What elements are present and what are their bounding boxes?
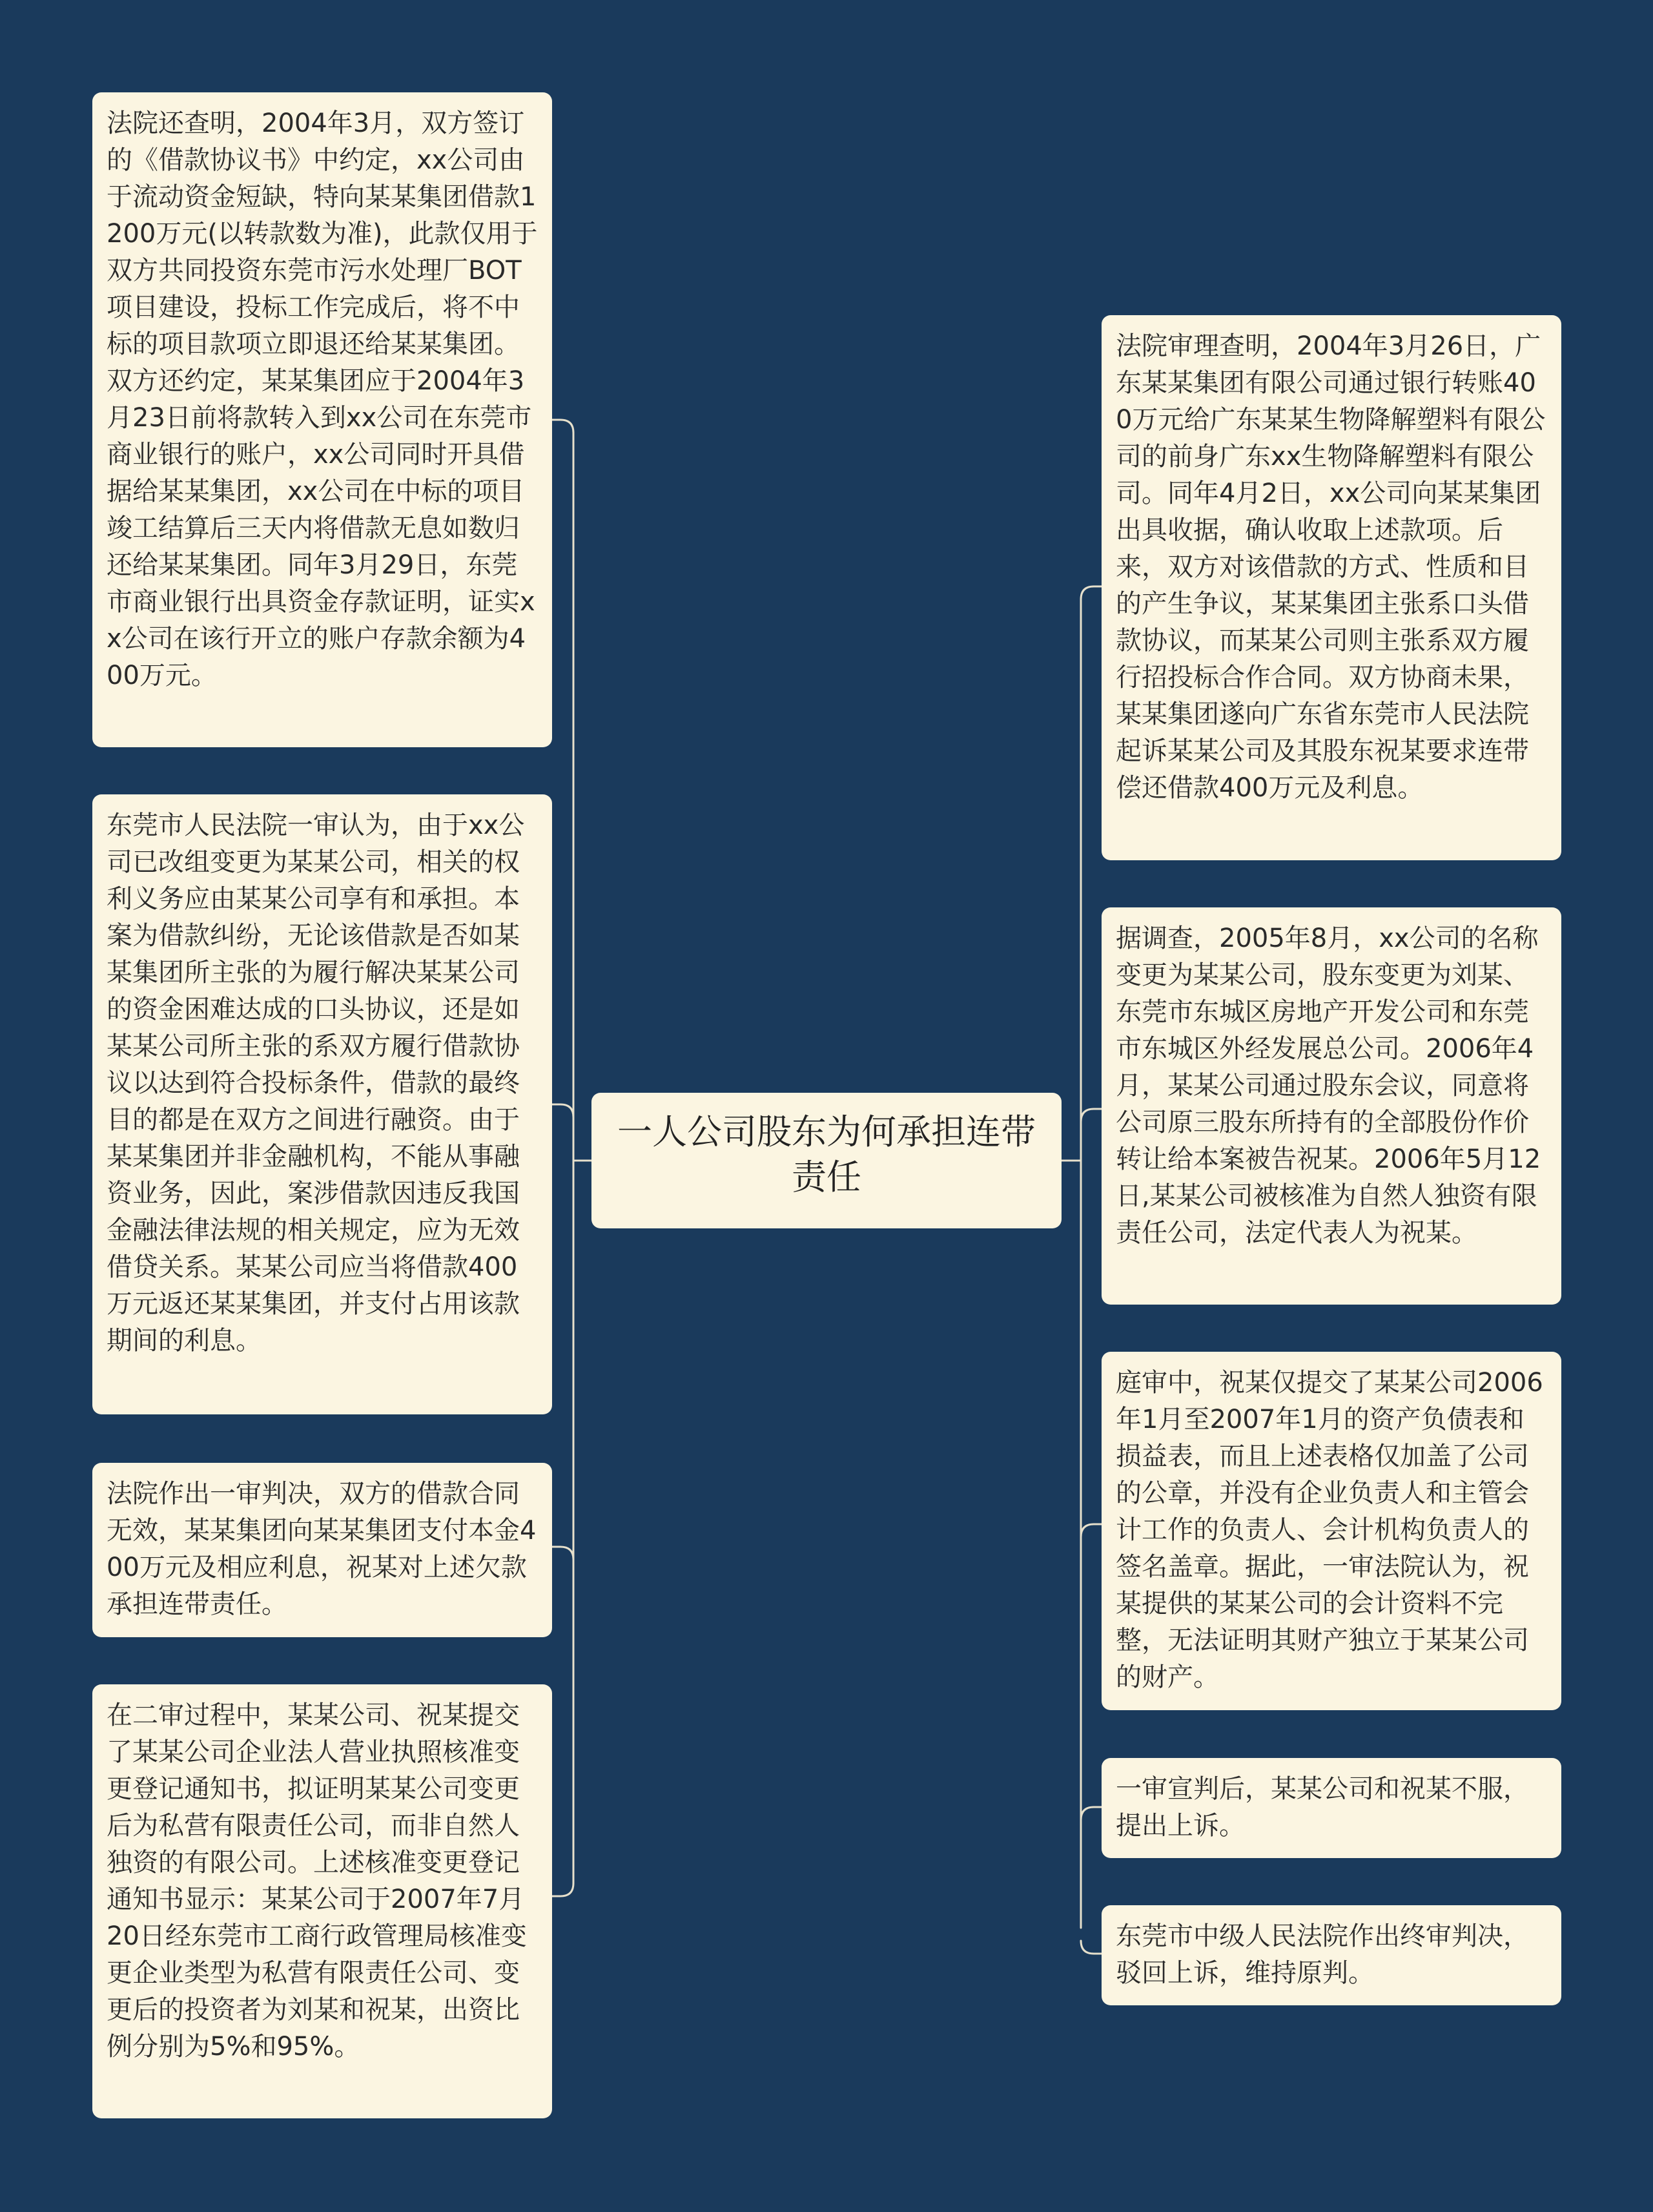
left-node-3[interactable] — [92, 1463, 552, 1637]
connector-left-2 — [552, 1104, 573, 1117]
connector-right-3 — [1081, 1524, 1102, 1537]
left-node-1-text: 法院还查明，2004年3月，双方签订的《借款协议书》中约定，xx公司由于流动资金短缺，特向某某集团借款1200万元(以转款数为准)，此款仅用于双方共同投资东莞市污水处理厂BOT项目建设，投标工作完成后，将不中标的项目款项立即退还给某某集团。双方还约定，某某集团应于2004年3月23日前将款转入到xx公司在东莞市商业银行的账户，xx公司同时开具借据给某某集团，xx公司在中标的项目竣工结算后三天内将借款无息如数归还给某某集团。同年3月29日，东莞市商业银行出具资金存款证明，证实xx公司在该行开立的账户存款余额为400万元。 — [107, 109, 538, 690]
right-node-2-text: 据调查，2005年8月，xx公司的名称变更为某某公司，股东变更为刘某、东莞市东城区房地产开发公司和东莞市东城区外经发展总公司。2006年4月，某某公司通过股东会议，同意将公司原三股东所持有的全部股份作价转让给本案被告祝某。2006年5月12日,某某公司被核准为自然人独资有限责任公司，法定代表人为祝某。 — [1116, 924, 1541, 1248]
right-node-1-text: 法院审理查明，2004年3月26日，广东某某集团有限公司通过银行转账400万元给广东某某生物降解塑料有限公司的前身广东xx生物降解塑料有限公司。同年4月2日，xx公司向某某集团出具收据，确认收取上述款项。后来，双方对该借款的方式、性质和目的产生争议，某某集团主张系口头借款协议，而某某公司则主张系双方履行招投标合作合同。双方协商未果，某某集团遂向广东省东莞市人民法院起诉某某公司及其股东祝某要求连带偿还借款400万元及利息。 — [1116, 331, 1546, 803]
right-node-1[interactable] — [1102, 315, 1561, 860]
connector-right-1 — [1081, 586, 1102, 599]
left-node-2[interactable] — [92, 794, 552, 1414]
left-node-2-text: 东莞市人民法院一审认为，由于xx公司已改组变更为某某公司，相关的权利义务应由某某公司享有和承担。本案为借款纠纷，无论该借款是否如某某集团所主张的为履行解决某某公司的资金困难达成的口头协议，还是如某某公司所主张的系双方履行借款协议以达到符合投标条件，借款的最终目的都是在双方之间进行融资。由于某某集团并非金融机构，不能从事融资业务，因此，案涉借款因违反我国金融法律法规的相关规定，应为无效借贷关系。某某公司应当将借款400万元返还某某集团，并支付占用该款期间的利息。 — [107, 811, 525, 1356]
connector-left-4 — [552, 1883, 573, 1896]
connector-right-4 — [1081, 1807, 1102, 1820]
right-node-4[interactable] — [1102, 1758, 1561, 1858]
right-node-3[interactable] — [1102, 1352, 1561, 1710]
left-node-1[interactable] — [92, 92, 552, 747]
right-node-5[interactable] — [1102, 1905, 1561, 2005]
left-node-4-text: 在二审过程中，某某公司、祝某提交了某某公司企业法人营业执照核准变更登记通知书，拟证明某某公司变更后为私营有限责任公司，而非自然人独资的有限公司。上述核准变更登记通知书显示：某某公司于2007年7月20日经东莞市工商行政管理局核准变更企业类型为私营有限责任公司、变更后的投资者为刘某和祝某，出资比例分别为5%和95%。 — [107, 1700, 527, 2062]
connector-right-2 — [1081, 1109, 1102, 1122]
right-node-4-text: 一审宣判后，某某公司和祝某不服，提出上诉。 — [1116, 1774, 1529, 1841]
right-node-5-text: 东莞市中级人民法院作出终审判决，驳回上诉，维持原判。 — [1116, 1921, 1529, 1988]
central-topic-label: 一人公司股东为何承担连带责任 — [617, 1111, 1036, 1197]
right-node-3-text: 庭审中，祝某仅提交了某某公司2006年1月至2007年1月的资产负债表和损益表，而且上述表格仅加盖了公司的公章，并没有企业负责人和主管会计工作的负责人、会计机构负责人的签名盖章。据此，一审法院认为，祝某提供的某某公司的会计资料不完整，无法证明其财产独立于某某公司的财产。 — [1116, 1368, 1543, 1692]
right-node-2[interactable] — [1102, 907, 1561, 1305]
connector-right-5 — [1081, 1941, 1102, 1954]
connector-left-3 — [552, 1547, 573, 1560]
left-node-3-text: 法院作出一审判决，双方的借款合同无效，某某集团向某某集团支付本金400万元及相应利息，祝某对上述欠款承担连带责任。 — [107, 1479, 537, 1619]
central-topic[interactable] — [591, 1093, 1062, 1228]
left-node-4[interactable] — [92, 1684, 552, 2118]
connector-left-1 — [552, 420, 573, 433]
